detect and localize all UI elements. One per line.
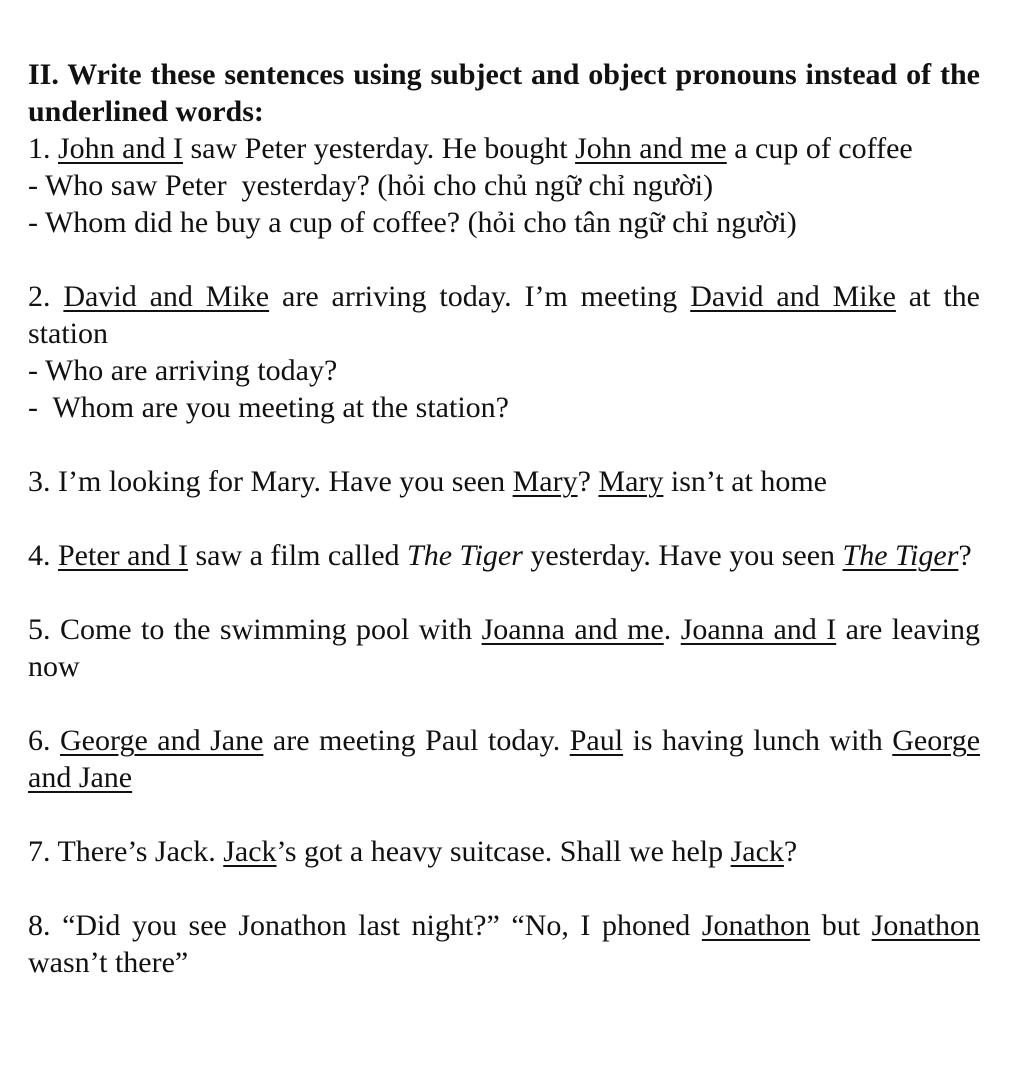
sentence-text: saw Peter yesterday. He bought	[182, 132, 576, 165]
underlined-phrase: Joanna and me	[481, 613, 664, 646]
underlined-phrase: Jack	[730, 835, 784, 868]
sentence-text: 2.	[28, 280, 64, 313]
underlined-phrase: Paul	[569, 724, 624, 757]
item-spacer	[28, 870, 980, 907]
exercise-heading: II. Write these sentences using subject and object pronouns instead of the underlined words:	[28, 58, 980, 128]
exercise-items	[28, 130, 980, 981]
sentence-text: are meeting Paul today.	[263, 724, 570, 757]
sentence-text: 5. Come to the swimming pool with	[28, 613, 482, 646]
exercise-item-3	[28, 463, 980, 500]
sentence-text: ?	[783, 835, 798, 868]
sentence-text: 8. “Did you see Jonathon last night?” “No, I phoned	[28, 909, 702, 942]
exercise-item-1	[28, 130, 980, 167]
question-line: - Whom did he buy a cup of coffee? (hỏi cho tân ngữ chỉ người)	[28, 206, 797, 239]
underlined-phrase: David and Mike	[63, 280, 270, 313]
sentence-text: The Tiger	[407, 539, 523, 572]
underlined-phrase: George and Jane	[28, 724, 981, 794]
underlined-phrase: George and Jane	[60, 724, 264, 757]
sentence-text: 6.	[28, 724, 61, 757]
item-spacer	[28, 574, 980, 611]
sentence-text: ?	[577, 465, 599, 498]
sentence-text: saw a film called	[187, 539, 408, 572]
sentence-text: ?	[958, 539, 972, 572]
sentence-text: 7. There’s Jack.	[28, 835, 224, 868]
sentence-text: 4.	[28, 539, 58, 572]
underlined-phrase: John and I	[58, 132, 183, 165]
underlined-phrase: John and me	[575, 132, 727, 165]
exercise-item-8	[28, 907, 980, 981]
sentence-text: are leaving now	[28, 613, 981, 683]
sentence-text: are arriving today. I’m meeting	[269, 280, 691, 313]
sentence-text: .	[663, 613, 681, 646]
exercise-item-6	[28, 722, 980, 796]
underlined-phrase: Mary	[598, 465, 664, 498]
sentence-text: but	[810, 909, 872, 942]
underlined-phrase: Jack	[223, 835, 277, 868]
underlined-phrase: The Tiger	[842, 539, 959, 572]
question-line: - Whom are you meeting at the station?	[28, 391, 509, 424]
underlined-phrase: Peter and I	[58, 539, 188, 572]
item-spacer	[28, 796, 980, 833]
question-line: - Who saw Peter yesterday? (hỏi cho chủ ngữ chỉ người)	[28, 169, 714, 202]
exercise-item-7	[28, 833, 980, 870]
item-spacer	[28, 426, 980, 463]
exercise-page	[28, 56, 980, 981]
sentence-text: isn’t at home	[663, 465, 827, 498]
exercise-item-2	[28, 278, 980, 352]
sentence-text: ’s got a heavy suitcase. Shall we help	[276, 835, 731, 868]
sentence-text: yesterday. Have you seen	[522, 539, 843, 572]
sentence-text: 1.	[28, 132, 58, 165]
underlined-phrase: David and Mike	[690, 280, 896, 313]
underlined-phrase: Mary	[512, 465, 578, 498]
sentence-text: wasn’t there”	[28, 946, 189, 979]
sentence-text: is having lunch with	[623, 724, 893, 757]
sentence-text: 3. I’m looking for Mary. Have you seen	[28, 465, 513, 498]
item-spacer	[28, 241, 980, 278]
exercise-item-5	[28, 611, 980, 685]
item-spacer	[28, 500, 980, 537]
sentence-text: at the station	[28, 280, 980, 350]
question-line: - Who are arriving today?	[28, 354, 338, 387]
item-spacer	[28, 685, 980, 722]
underlined-phrase: Jonathon	[871, 909, 980, 942]
underlined-phrase: Joanna and I	[680, 613, 837, 646]
exercise-item-4	[28, 537, 980, 574]
underlined-phrase: Jonathon	[701, 909, 811, 942]
sentence-text: a cup of coffee	[726, 132, 913, 165]
